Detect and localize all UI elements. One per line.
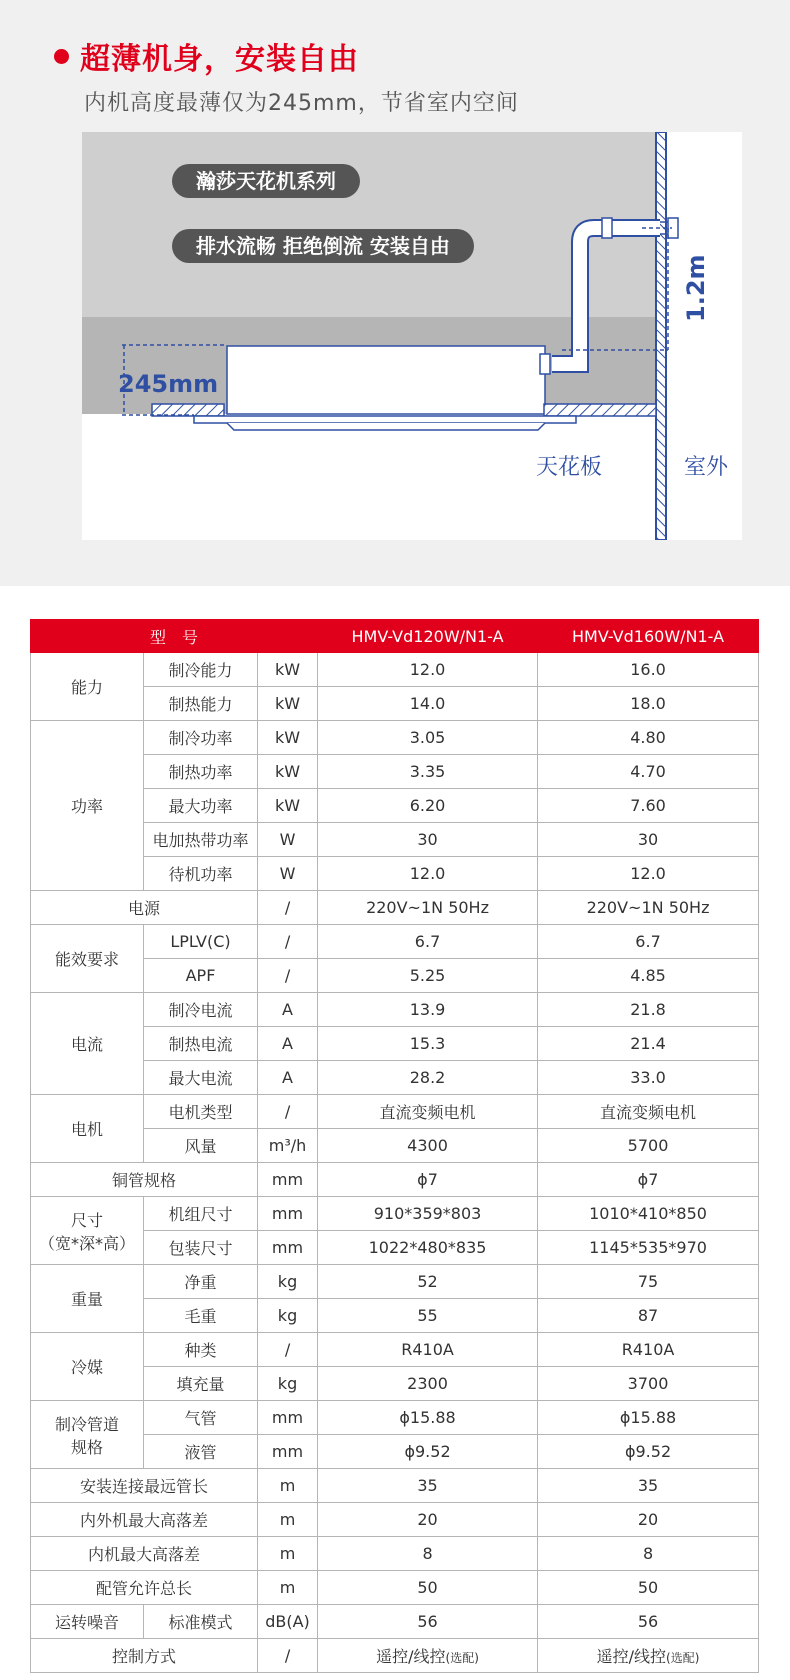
unit-cell: / [258,1095,318,1129]
unit-cell: / [258,1639,318,1673]
value-text: 28.2 [409,1068,446,1087]
model-2-value [538,687,759,721]
model-1-value [318,1469,538,1503]
model-1-value [318,1605,538,1639]
value-text: 56 [637,1612,659,1631]
sub-label: 净重 [144,1265,258,1299]
unit-cell: m³/h [258,1129,318,1163]
series-pill: 瀚莎天花机系列 [172,164,360,198]
row-label: 铜管规格 [31,1163,258,1197]
model-1-value [318,755,538,789]
value-text: 56 [417,1612,438,1631]
value-text: 35 [417,1476,438,1495]
table-header-row [31,620,759,653]
model-2-value [538,721,759,755]
value-text: 12.0 [409,660,446,679]
model-1-value [318,1435,538,1469]
model-1-value [318,959,538,993]
unit-cell: mm [258,1435,318,1469]
unit-cell: A [258,1027,318,1061]
value-text: 55 [417,1306,438,1325]
value-text: 1145*535*970 [589,1238,707,1257]
model-2-value [538,959,759,993]
value-text: 220V~1N 50Hz [586,898,710,917]
value-text: 50 [637,1578,659,1597]
sub-label: 填充量 [144,1367,258,1401]
feature-pill: 排水流畅 拒绝倒流 安装自由 [172,229,474,263]
row-label: 控制方式 [31,1639,258,1673]
unit-cell: mm [258,1163,318,1197]
model-2-value [538,1503,759,1537]
value-text: 20 [637,1510,659,1529]
model-2-value [538,1129,759,1163]
table-row [31,891,759,925]
value-text: 21.4 [630,1034,666,1053]
model-2-value [538,1639,759,1673]
sub-label: 标准模式 [144,1605,258,1639]
table-row [31,993,759,1027]
model-2-value [538,1027,759,1061]
unit-cell: kg [258,1367,318,1401]
table-row [31,1333,759,1367]
model-1-value [318,1095,538,1129]
model-2-value [538,1537,759,1571]
sub-label: 制冷电流 [144,993,258,1027]
value-text: ϕ7 [417,1170,438,1189]
table-row [31,1469,759,1503]
value-text: 遥控/线控 [596,1647,667,1666]
model-2-value [538,1163,759,1197]
model-2-value [538,653,759,687]
value-text: 3.35 [409,762,446,781]
value-text: 910*359*803 [373,1204,482,1223]
model-1-value [318,687,538,721]
unit-cell: A [258,1061,318,1095]
value-text: 6.7 [414,932,441,951]
value-text: 3.05 [409,728,446,747]
value-text: 8 [642,1544,654,1563]
value-text: 4300 [407,1136,448,1155]
ceiling-board-right [544,404,656,416]
group-label [31,1265,144,1333]
model-1-value [318,789,538,823]
model-1-value [318,1367,538,1401]
model-1-value [318,1537,538,1571]
model-1-value [318,1265,538,1299]
value-text: 12.0 [409,864,446,883]
value-text: 12.0 [630,864,666,883]
unit-cell: kW [258,721,318,755]
table-row [31,1605,759,1639]
value-text: 33.0 [630,1068,666,1087]
value-text: 21.8 [630,1000,666,1019]
model-2-value [538,1197,759,1231]
table-row [31,1265,759,1299]
value-text: R410A [621,1340,675,1359]
sub-label: 机组尺寸 [144,1197,258,1231]
value-text: 15.3 [409,1034,446,1053]
value-text: 7.60 [630,796,666,815]
value-text: 13.9 [409,1000,446,1019]
unit-cell: / [258,959,318,993]
sub-label: 制热功率 [144,755,258,789]
value-text: 5700 [627,1136,669,1155]
drain-pipe-outlet [668,218,678,238]
sub-label: 电加热带功率 [144,823,258,857]
row-label: 配管允许总长 [31,1571,258,1605]
row-label: 内机最大高落差 [31,1537,258,1571]
group-label [31,653,144,721]
model-2-value [538,1299,759,1333]
unit-cell: A [258,993,318,1027]
value-text: 16.0 [630,660,666,679]
ceiling-label: 天花板 [536,455,603,480]
group-label-text: 运转噪音 [54,1613,119,1632]
sub-label: 种类 [144,1333,258,1367]
value-note: (选配) [445,1651,479,1665]
model-1-value [318,1503,538,1537]
group-label-text: 功率 [70,797,103,816]
value-text: 50 [417,1578,438,1597]
group-label [31,925,144,993]
value-text: 52 [417,1272,438,1291]
value-text: ϕ15.88 [399,1408,456,1427]
unit-cell: W [258,823,318,857]
indoor-unit-body [227,346,545,414]
model-1-value [318,925,538,959]
sub-label: 最大功率 [144,789,258,823]
unit-cell: / [258,891,318,925]
table-row [31,1537,759,1571]
value-text: ϕ15.88 [619,1408,677,1427]
unit-height-label: 245mm [118,370,219,398]
value-text: 30 [637,830,659,849]
model-1-value [318,1197,538,1231]
unit-cell: mm [258,1231,318,1265]
sub-label: 待机功率 [144,857,258,891]
model-2-value [538,993,759,1027]
value-text: 2300 [407,1374,448,1393]
table-row [31,1571,759,1605]
group-label [31,993,144,1095]
model-1-value [318,1401,538,1435]
spec-table [30,619,759,1673]
value-text: ϕ7 [637,1170,659,1189]
page-title: 超薄机身，安装自由 [80,42,359,77]
value-note: (选配) [666,1651,700,1665]
value-text: 30 [417,830,438,849]
ceiling-board-left [152,404,224,416]
value-text: 遥控/线控 [376,1647,446,1666]
model-2-value [538,1435,759,1469]
row-label: 内外机最大高落差 [31,1503,258,1537]
group-label-text: 制冷管道 [54,1414,119,1434]
group-label-text: 电机 [70,1120,103,1139]
model-2-value [538,1095,759,1129]
table-row [31,721,759,755]
model-2-value [538,823,759,857]
value-text: 75 [637,1272,659,1291]
unit-cell: / [258,1333,318,1367]
model-1-value [318,891,538,925]
group-label-text: 能效要求 [54,950,119,969]
sub-label: LPLV(C) [144,925,258,959]
value-text: 20 [417,1510,438,1529]
group-label [31,1605,144,1639]
model-1-value [318,1163,538,1197]
value-text: R410A [401,1340,454,1359]
unit-panel [194,416,576,423]
value-text: 4.85 [630,966,666,985]
unit-cell: kW [258,755,318,789]
value-text: 1022*480*835 [368,1238,487,1257]
model-1-value [318,1061,538,1095]
group-label-text: 能力 [70,678,103,697]
sub-label: 电机类型 [144,1095,258,1129]
model-2-value [538,1061,759,1095]
value-text: 8 [422,1544,433,1563]
model-1-value [318,1027,538,1061]
model-1-value [318,1333,538,1367]
value-text: 4.80 [630,728,666,747]
model-1-value [318,1639,538,1673]
model-2-value [538,1231,759,1265]
model-1-value [318,1571,538,1605]
sub-label: 风量 [144,1129,258,1163]
model-2-value [538,1469,759,1503]
model-2-value [538,1571,759,1605]
table-row [31,1401,759,1435]
unit-cell: kg [258,1265,318,1299]
pipe-height-label: 1.2m [682,254,710,322]
model-2-value [538,925,759,959]
model-1-value [318,1231,538,1265]
unit-cell: mm [258,1197,318,1231]
unit-cell: kg [258,1299,318,1333]
value-text: ϕ9.52 [624,1442,672,1461]
unit-cell: m [258,1469,318,1503]
group-label-text: 电流 [70,1035,103,1054]
group-label-text: 重量 [70,1290,103,1309]
value-text: 3700 [627,1374,669,1393]
sub-label: APF [144,959,258,993]
model-2-value [538,755,759,789]
outdoor-label: 室外 [684,455,729,480]
value-text: ϕ9.52 [404,1442,451,1461]
unit-cell: dB(A) [258,1605,318,1639]
group-label-subtext: 规格 [70,1437,103,1457]
model-header: 型 号 [31,620,318,653]
table-row [31,653,759,687]
outer-wall [656,132,666,540]
unit-cell: m [258,1571,318,1605]
unit-cell: kW [258,789,318,823]
value-text: 18.0 [630,694,666,713]
value-text: 1010*410*850 [589,1204,707,1223]
feature-section [0,0,790,586]
model-2-value [538,789,759,823]
model-2-value [538,857,759,891]
model-1-header: HMV-Vd120W/N1-A [318,620,538,653]
value-text: 6.7 [635,932,661,951]
model-1-value [318,1299,538,1333]
group-label [31,1333,144,1401]
model-2-value [538,1605,759,1639]
group-label [31,1095,144,1163]
group-label-text: 尺寸 [70,1210,103,1230]
value-text: 14.0 [409,694,446,713]
sub-label: 毛重 [144,1299,258,1333]
value-text: 220V~1N 50Hz [366,898,489,917]
sub-label: 包装尺寸 [144,1231,258,1265]
model-1-value [318,1129,538,1163]
row-label: 电源 [31,891,258,925]
table-row [31,1503,759,1537]
model-1-value [318,857,538,891]
value-text: 6.20 [409,796,446,815]
model-2-value [538,1401,759,1435]
value-text: 4.70 [630,762,666,781]
model-2-header: HMV-Vd160W/N1-A [538,620,759,653]
unit-cell: mm [258,1401,318,1435]
value-text: 5.25 [409,966,446,985]
group-label [31,1197,144,1265]
table-row [31,1197,759,1231]
unit-cell: / [258,925,318,959]
unit-cell: W [258,857,318,891]
unit-cell: kW [258,653,318,687]
installation-diagram [82,132,742,540]
model-1-value [318,993,538,1027]
sub-label: 制冷功率 [144,721,258,755]
unit-cell: m [258,1537,318,1571]
table-row [31,1163,759,1197]
group-label-subtext: （宽*深*高） [38,1233,135,1253]
model-1-value [318,653,538,687]
page-subtitle: 内机高度最薄仅为245mm，节省室内空间 [84,91,519,116]
group-label [31,721,144,891]
table-row [31,925,759,959]
model-1-value [318,823,538,857]
model-2-value [538,891,759,925]
value-text: 87 [637,1306,659,1325]
model-2-value [538,1367,759,1401]
value-text: 35 [637,1476,659,1495]
sub-label: 最大电流 [144,1061,258,1095]
bullet-dot-icon [54,49,69,64]
sub-label: 制冷能力 [144,653,258,687]
model-2-value [538,1333,759,1367]
group-label-text: 冷媒 [70,1358,103,1377]
model-1-value [318,721,538,755]
group-label [31,1401,144,1469]
value-text: 直流变频电机 [600,1103,697,1122]
model-2-value [538,1265,759,1299]
table-row [31,1639,759,1673]
sub-label: 气管 [144,1401,258,1435]
row-label: 安装连接最远管长 [31,1469,258,1503]
value-text: 直流变频电机 [379,1103,476,1122]
table-row [31,1095,759,1129]
sub-label: 制热能力 [144,687,258,721]
sub-label: 液管 [144,1435,258,1469]
unit-cell: kW [258,687,318,721]
sub-label: 制热电流 [144,1027,258,1061]
unit-cell: m [258,1503,318,1537]
